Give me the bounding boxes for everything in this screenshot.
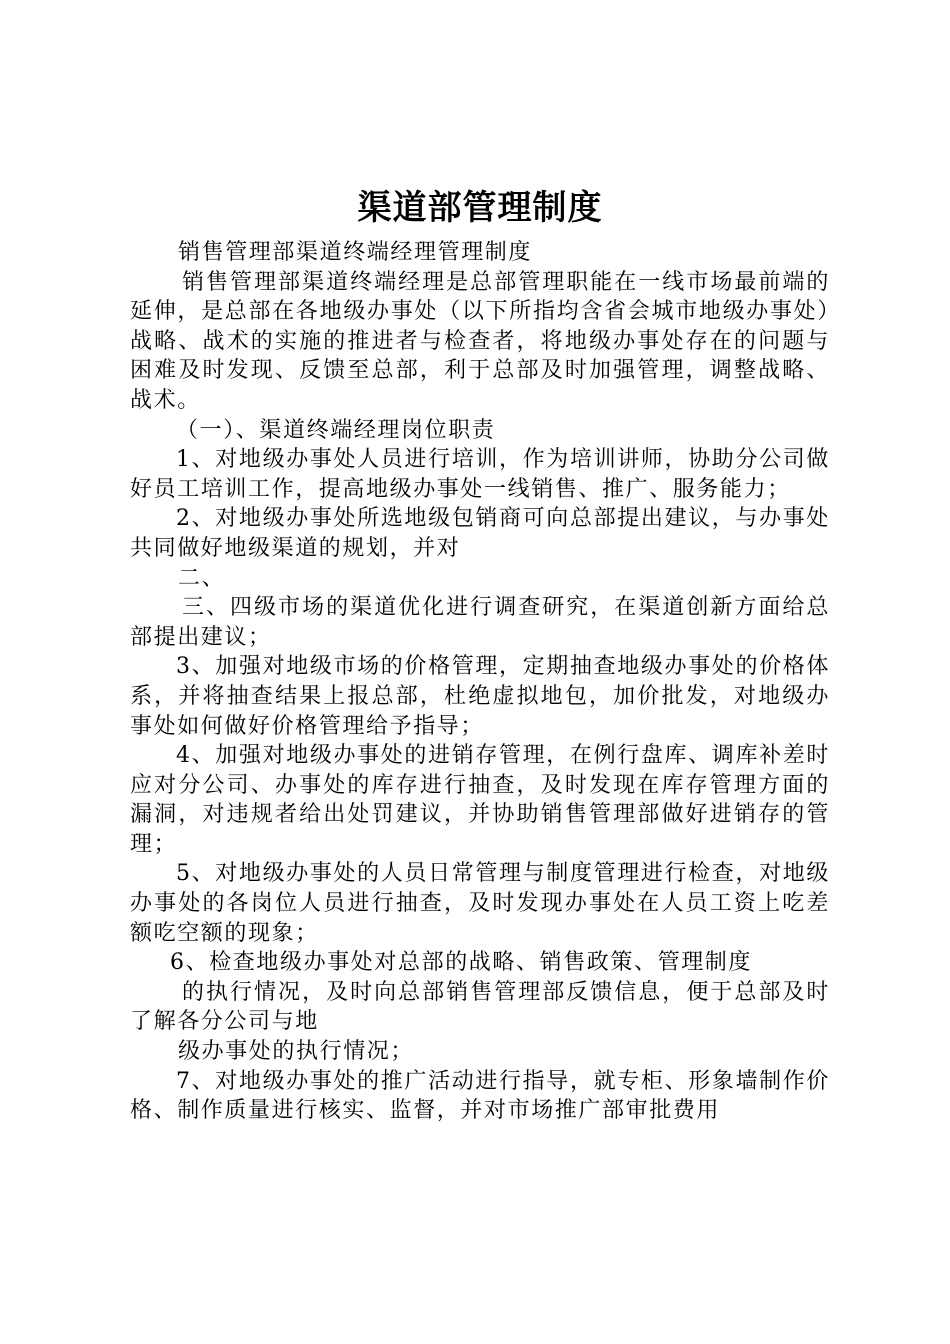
paragraph: 销售管理部渠道终端经理管理制度 [178, 240, 533, 265]
paragraph: 三、四级市场的渠道优化进行调查研究，在渠道创新方面给总部提出建议； [130, 595, 830, 650]
document-body [130, 184, 830, 1126]
paragraph: 3、加强对地级市场的价格管理，定期抽查地级办事处的价格体系，并将抽查结果上报总部，杜绝虚拟地包，加价批发，对地级办事处如何做好价格管理给予指导； [130, 654, 830, 739]
paragraph: 2、对地级办事处所选地级包销商可向总部提出建议，与办事处共同做好地级渠道的规划，并对 [130, 506, 830, 561]
paragraph: 1、对地级办事处人员进行培训，作为培训讲师，协助分公司做好员工培训工作，提高地级办事处一线销售、推广、服务能力； [130, 447, 830, 502]
paragraph: 5、对地级办事处的人员日常管理与制度管理进行检查，对地级办事处的各岗位人员进行抽查，及时发现办事处在人员工资上吃差额吃空额的现象； [130, 861, 830, 946]
paragraph: 4、加强对地级办事处的进销存管理，在例行盘库、调库补差时应对分公司、办事处的库存进行抽查，及时发现在库存管理方面的漏洞，对违规者给出处罚建议，并协助销售管理部做好进销存的管理； [130, 743, 830, 857]
paragraph: （一）、渠道终端经理岗位职责 [176, 417, 496, 443]
document-title: 渠道部管理制度 [357, 188, 603, 228]
paragraph: 6、检查地级办事处对总部的战略、销售政策、管理制度 [170, 950, 752, 976]
paragraph: 销售管理部渠道终端经理是总部管理职能在一线市场最前端的延伸，是总部在各地级办事处（以下所指均含省会城市地级办事处）战略、战术的实施的推进者与检查者，将地级办事处存在的问题与困难及时发现、反馈至总部，利于总部及时加强管理，调整战略、战术。 [130, 269, 830, 413]
paragraph: 7、对地级办事处的推广活动进行指导，就专柜、形象墙制作价格、制作质量进行核实、监督，并对市场推广部审批费用 [130, 1068, 830, 1124]
paragraph: 的执行情况，及时向总部销售管理部反馈信息，便于总部及时了解各分公司与地 [130, 979, 830, 1035]
paragraph: 级办事处的执行情况； [178, 1039, 415, 1065]
paragraph-list [130, 238, 830, 1126]
paragraph: 二、 [178, 565, 226, 591]
